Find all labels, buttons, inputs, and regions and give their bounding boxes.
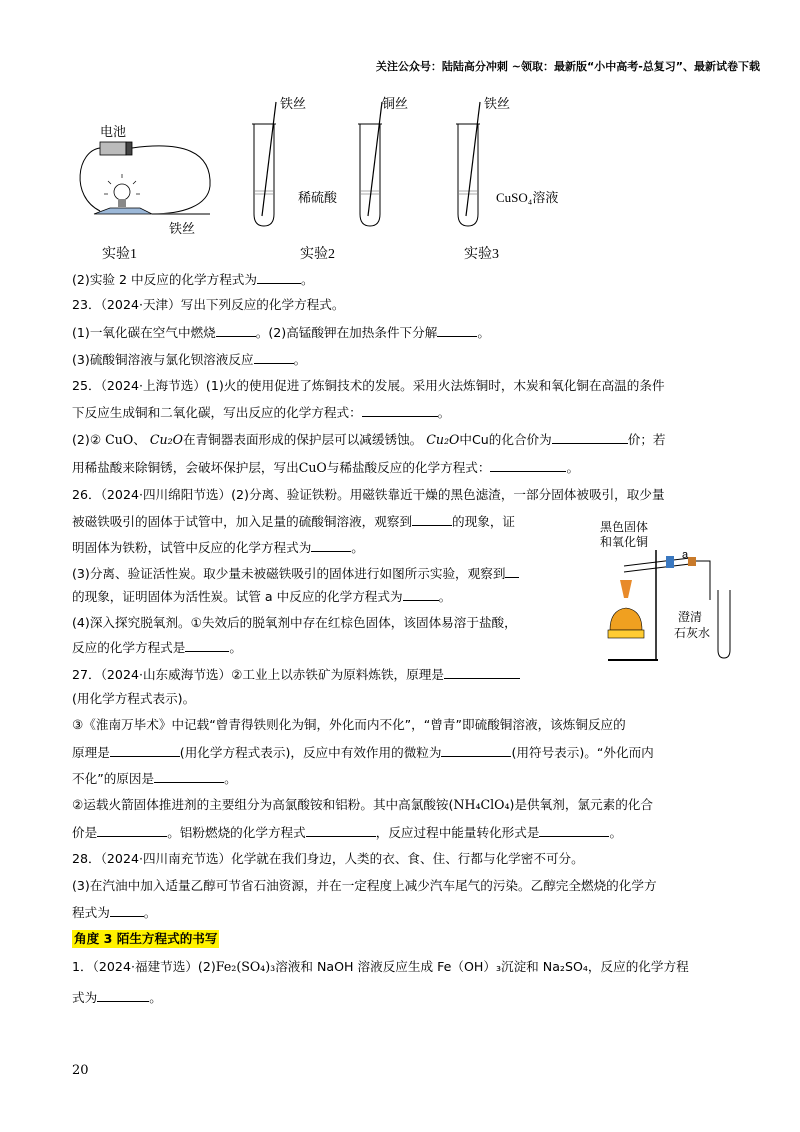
limewater-label-2: 石灰水 <box>674 626 711 640</box>
q27-line6: ②运载火箭固体推进剂的主要组分为高氯酸铵和铝粉。其中高氯酸铵(NH₄ClO₄)是供氧剂，氯元素的化合 <box>72 797 653 812</box>
experiment-2-label: 实验2 <box>300 247 335 262</box>
q25-line3: (2)② CuO、 Cu₂O在青铜器表面形成的保护层可以减缓锈蚀。 Cu₂O中Cu的化合价为 价；若 <box>72 432 666 447</box>
q27-line2: (用化学方程式表示)。 <box>72 691 196 706</box>
q25-line4: 用稀盐酸来除铜锈，会破坏保护层，写出CuO与稀盐酸反应的化学方程式： 。 <box>72 460 580 475</box>
q27-line4: 原理是 (用化学方程式表示)，反应中有效作用的微粒为 (用符号表示)。“外化而内 <box>72 745 654 760</box>
q25-line2: 下反应生成铜和二氧化碳，写出反应的化学方程式： 。 <box>72 405 451 420</box>
q26-line6: (4)深入探究脱氧剂。①失效后的脱氧剂中存在红棕色固体，该固体易溶于盐酸， <box>72 615 517 630</box>
section-heading: 角度 3 陌生方程式的书写 <box>74 931 218 946</box>
experiment-1-label: 实验1 <box>102 247 137 262</box>
copper-wire-label: 铜丝 <box>382 96 409 111</box>
experiment-2-tube <box>252 96 338 262</box>
copper-wire-tube <box>358 96 408 226</box>
copper-sulfate-label: CuSO₄溶液 <box>496 190 559 205</box>
iron-wire-label-2: 铁丝 <box>280 96 307 111</box>
q26-line1: 26．（2024·四川绵阳节选）(2)分离、验证铁粉。用磁铁靠近干燥的黑色滤渣，一部分固体被吸引，取少量 <box>72 487 665 502</box>
q27-line5: 不化”的原因是 。 <box>72 771 237 786</box>
experiment-1-circuit <box>80 124 210 262</box>
q28-line2: (3)在汽油中加入适量乙醇可节省石油资源，并在一定程度上减少汽车尾气的污染。乙醇完全燃烧的化学方 <box>72 878 657 893</box>
carbon-experiment-figure <box>600 520 740 665</box>
q22-part2: (2)实验 2 中反应的化学方程式为 。 <box>72 272 314 287</box>
iron-wire-label-3: 铁丝 <box>484 96 511 111</box>
battery-label: 电池 <box>100 124 127 139</box>
experiment-figure <box>72 96 592 266</box>
q28-line1: 28．（2024·四川南充节选）化学就在我们身边，人类的衣、食、住、行都与化学密不可分。 <box>72 851 584 866</box>
q1-line1: 1．（2024·福建节选）(2)Fe₂(SO₄)₃溶液和 NaOH 溶液反应生成 Fe（OH）₃沉淀和 Na₂SO₄，反应的化学方程 <box>72 959 689 974</box>
page-number: 20 <box>72 1063 89 1078</box>
black-solid-label: 黑色固体 <box>600 520 649 534</box>
q26-line3: 明固体为铁粉，试管中反应的化学方程式为 。 <box>72 540 364 555</box>
q27-line1: 27．（2024·山东威海节选）②工业上以赤铁矿为原料炼铁，原理是 <box>72 665 520 684</box>
q23-part-3: (3)硫酸铜溶液与氯化钡溶液反应 。 <box>72 352 307 367</box>
limewater-label-1: 澄清 <box>678 610 703 624</box>
q27-line3: ③《淮南万毕术》中记载“曾青得铁则化为铜，外化而内不化”，“曾青”即硫酸铜溶液，该炼铜反应的 <box>72 717 626 732</box>
experiment-3-tube <box>456 96 558 262</box>
q26-line2: 被磁铁吸引的固体于试管中，加入足量的硫酸铜溶液，观察到 的现象，证 <box>72 514 515 529</box>
dilute-sulfuric-acid-label: 稀硫酸 <box>298 190 338 205</box>
q27-line7: 价是 。铝粉燃烧的化学方程式 ，反应过程中能量转化形式是 。 <box>72 825 623 840</box>
q25-line1: 25．（2024·上海节选）(1)火的使用促进了炼铜技术的发展。采用火法炼铜时，木炭和氧化铜在高温的条件 <box>72 378 665 393</box>
iron-wire-label-1: 铁丝 <box>169 221 196 236</box>
tube-a-label: a <box>682 549 689 561</box>
q26-line7: 反应的化学方程式是 。 <box>72 640 242 655</box>
q23-title: 23．（2024·天津）写出下列反应的化学方程式。 <box>72 297 345 312</box>
copper-oxide-label: 和氧化铜 <box>600 535 649 549</box>
page-header: 关注公众号：陆陆高分冲刺 ~领取：最新版“小中高考-总复习”、最新试卷下载 <box>375 60 760 73</box>
experiment-3-label: 实验3 <box>464 247 499 262</box>
q28-line3: 程式为 。 <box>72 905 157 920</box>
q26-line4: (3)分离、验证活性炭。取少量未被磁铁吸引的固体进行如图所示实验，观察到 <box>72 564 519 583</box>
q1-line2: 式为 。 <box>72 990 162 1005</box>
q26-line5: 的现象，证明固体为活性炭。试管 a 中反应的化学方程式为 。 <box>72 589 452 604</box>
q23-parts-1-2: (1)一氧化碳在空气中燃烧 。(2)高锰酸钾在加热条件下分解 。 <box>72 325 490 340</box>
